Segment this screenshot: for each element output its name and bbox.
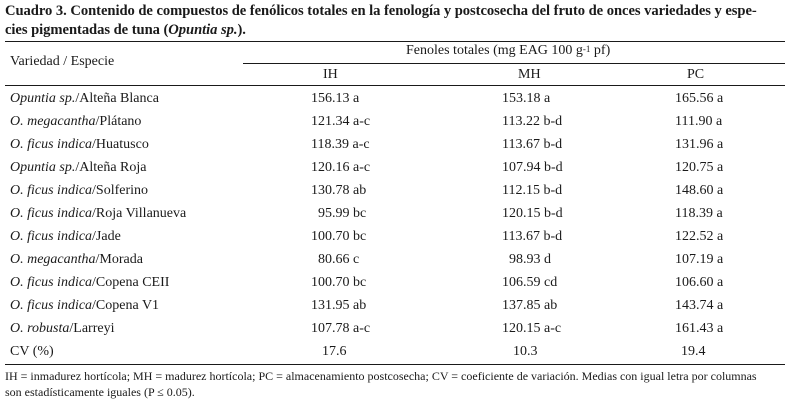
row-species: O. ficus indica	[10, 275, 93, 290]
row-variety-name: /Copena CEII	[92, 275, 170, 290]
row-mh-value: 113.22 b-d	[502, 114, 563, 129]
row-mh-value: 107.94 b-d	[502, 160, 563, 175]
row-mh-value: 112.15 b-d	[502, 183, 563, 198]
row-pc-value: 148.60 a	[675, 183, 724, 198]
row-ih-value: 118.39 a-c	[311, 137, 370, 152]
row-species: O. ficus indica	[10, 229, 93, 244]
row-pc-value: 106.60 a	[675, 275, 724, 290]
caption-label: Cuadro 3.	[5, 3, 67, 19]
row-mh-value: 113.67 b-d	[502, 137, 563, 152]
row-ih-value: 107.78 a-c	[311, 321, 371, 336]
row-variety-name: /Alteña Blanca	[75, 91, 159, 106]
footnote-line-1: IH = inmadurez hortícola; MH = madurez hortícola; PC = almacenamiento postcosecha; CV = coeficiente de variación. Medias con igual letra por columnas	[5, 369, 757, 383]
header-col-mh: MH	[518, 67, 541, 82]
cv-mh-value: 10.3	[513, 344, 538, 359]
row-ih-value: 100.70 bc	[311, 229, 367, 244]
row-ih-value: 131.95 ab	[311, 298, 367, 313]
row-species: O. ficus indica	[10, 183, 93, 198]
row-variety-name: /Larreyi	[69, 321, 115, 336]
row-variety-name: /Roja Villanueva	[92, 206, 187, 221]
row-variety	[10, 297, 159, 315]
row-mh-value: 137.85 ab	[502, 298, 558, 313]
row-variety-name: /Alteña Roja	[75, 160, 147, 175]
cv-ih-value: 17.6	[322, 344, 347, 359]
row-species: O. ficus indica	[10, 298, 93, 313]
row-species: O. ficus indica	[10, 137, 93, 152]
row-mh-value: 120.15 b-d	[502, 206, 563, 221]
header-bottom-rule	[5, 85, 785, 86]
row-variety	[10, 251, 143, 269]
row-pc-value: 107.19 a	[675, 252, 724, 267]
row-variety	[10, 228, 121, 246]
row-mh-value: 98.93 d	[509, 252, 551, 267]
row-species: O. robusta	[10, 321, 70, 336]
header-col-pc: PC	[687, 67, 705, 82]
row-variety-name: /Copena V1	[92, 298, 160, 313]
caption-line-1	[5, 2, 785, 21]
header-group-label	[406, 42, 610, 60]
row-variety-name: /Jade	[92, 229, 121, 244]
row-variety	[10, 90, 159, 108]
row-pc-value: 131.96 a	[675, 137, 724, 152]
row-mh-value: 113.67 b-d	[502, 229, 563, 244]
row-species: O. megacantha	[10, 252, 96, 267]
cv-label: CV (%)	[10, 344, 54, 359]
table-caption	[5, 2, 785, 40]
row-variety	[10, 274, 169, 292]
table-bottom-rule	[5, 364, 785, 365]
row-pc-value: 165.56 a	[675, 91, 724, 106]
row-variety	[10, 182, 148, 200]
row-variety	[10, 205, 186, 223]
table-top-rule	[5, 41, 785, 42]
caption-text-2a: cies pigmentadas de tuna (	[5, 22, 169, 38]
row-pc-value: 161.43 a	[675, 321, 724, 336]
row-species: Opuntia sp.	[10, 91, 76, 106]
row-ih-value: 120.16 a-c	[311, 160, 371, 175]
row-mh-value: 153.18 a	[502, 91, 551, 106]
row-variety	[10, 320, 114, 338]
row-pc-value: 111.90 a	[675, 114, 723, 129]
footnote-line-2: son estadísticamente iguales (P ≤ 0.05).	[5, 385, 195, 399]
row-ih-value: 130.78 ab	[311, 183, 367, 198]
row-variety	[10, 136, 149, 154]
table-footnote	[5, 368, 785, 400]
header-group-label-post: pf)	[590, 43, 611, 58]
row-variety-name: /Solferino	[92, 183, 149, 198]
row-ih-value: 80.66 c	[318, 252, 360, 267]
header-col-ih: IH	[323, 67, 338, 82]
row-pc-value: 120.75 a	[675, 160, 724, 175]
row-ih-value: 95.99 bc	[318, 206, 367, 221]
header-group-label-pre: Fenoles totales (mg EAG 100 g	[406, 43, 583, 58]
row-variety	[10, 113, 141, 131]
row-variety-name: /Plátano	[95, 114, 142, 129]
row-species: O. megacantha	[10, 114, 96, 129]
row-ih-value: 100.70 bc	[311, 275, 367, 290]
header-group-rule	[243, 63, 785, 64]
row-ih-value: 156.13 a	[311, 91, 360, 106]
row-pc-value: 118.39 a	[675, 206, 723, 221]
header-group-label-sup: -1	[582, 44, 591, 54]
row-pc-value: 143.74 a	[675, 298, 724, 313]
row-mh-value: 106.59 cd	[502, 275, 558, 290]
row-variety	[10, 159, 147, 177]
row-species: O. ficus indica	[10, 206, 93, 221]
caption-text-2b: ).	[237, 22, 246, 38]
row-mh-value: 120.15 a-c	[502, 321, 562, 336]
caption-text-1: Contenido de compuestos de fenólicos totales en la fenología y postcosecha del fruto de onces variedades y espe-	[70, 3, 757, 19]
cv-pc-value: 19.4	[681, 344, 706, 359]
caption-text-2-italic: Opuntia sp.	[168, 22, 238, 38]
caption-line-2	[5, 21, 785, 40]
row-ih-value: 121.34 a-c	[311, 114, 371, 129]
row-pc-value: 122.52 a	[675, 229, 724, 244]
row-species: Opuntia sp.	[10, 160, 76, 175]
header-variety: Variedad / Especie	[10, 54, 115, 69]
row-variety-name: /Huatusco	[92, 137, 149, 152]
row-variety-name: /Morada	[95, 252, 143, 267]
